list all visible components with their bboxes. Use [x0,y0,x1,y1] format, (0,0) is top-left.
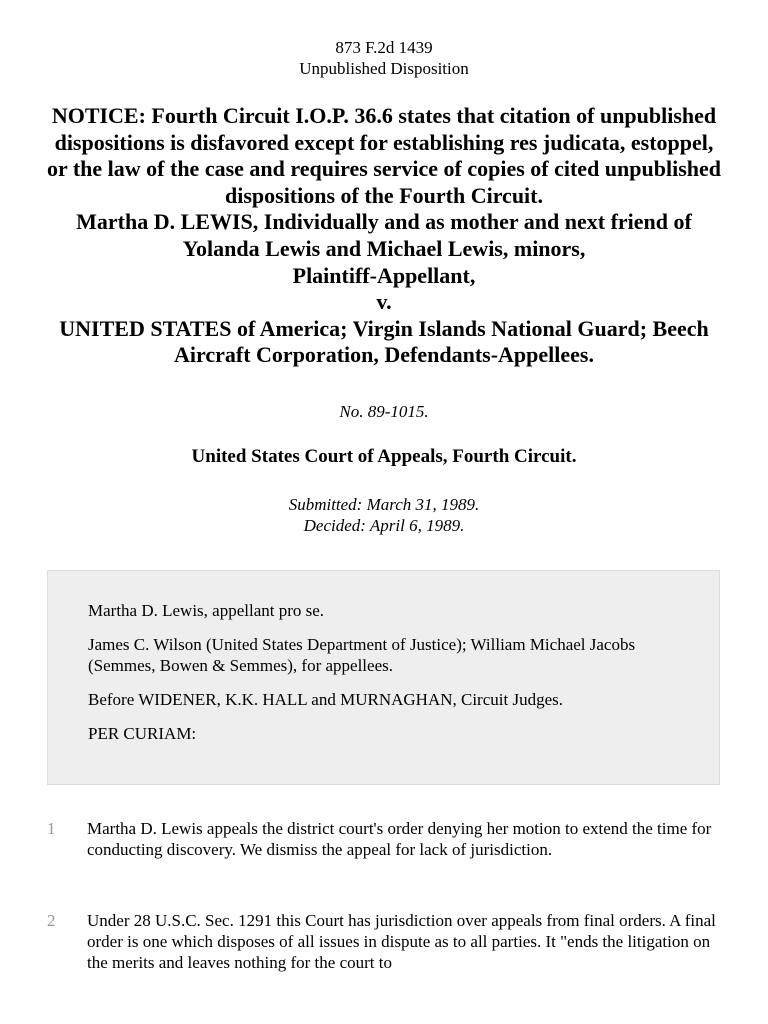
plaintiff-name: Martha D. LEWIS, Individually and as mother and next friend of Yolanda Lewis and Michael Lewis, minors, [76,209,692,261]
case-caption [44,103,724,369]
notice-text: NOTICE: Fourth Circuit I.O.P. 36.6 states that citation of unpublished dispositions is disfavored except for establishing res judicata, estoppel, or the law of the case and requires service of copies of cited unpublished dispositions of the Fourth Circuit. [46,103,722,208]
docket-number: No. 89-1015. [339,401,429,421]
court-name: United States Court of Appeals, Fourth Circuit. [191,445,577,467]
case-dates [0,494,768,536]
paragraph-text: Martha D. Lewis appeals the district court's order denying her motion to extend the time for conducting discovery. We dismiss the appeal for lack of jurisdiction. [87,819,712,859]
decided-date: Decided: April 6, 1989. [303,515,465,535]
submitted-date: Submitted: March 31, 1989. [288,494,480,514]
paragraph-number[interactable]: 1 [47,819,56,838]
appellant-counsel: Martha D. Lewis, appellant pro se. [88,601,325,620]
versus: v. [376,289,392,315]
per-curiam: PER CURIAM: [88,724,197,743]
paragraph-text: Under 28 U.S.C. Sec. 1291 this Court has jurisdiction over appeals from final orders. A final order is one which disposes of all issues in dispute as to all parties. It "ends the litigation on the merits and leaves nothing for the court to [87,911,716,972]
paragraph-number[interactable]: 2 [47,911,56,930]
case-header [0,0,768,79]
defendants: UNITED STATES of America; Virgin Islands National Guard; Beech Aircraft Corporation, Defendants-Appellees. [59,315,709,368]
appellee-counsel: James C. Wilson (United States Department of Justice); William Michael Jacobs (Semmes, Bowen & Semmes), for appellees. [88,635,636,675]
plaintiff-role: Plaintiff-Appellant, [292,262,476,288]
counsel-box [47,570,720,785]
panel-judges: Before WIDENER, K.K. HALL and MURNAGHAN, Circuit Judges. [88,690,563,709]
citation: 873 F.2d 1439 [335,38,433,57]
disposition-label: Unpublished Disposition [299,59,469,78]
